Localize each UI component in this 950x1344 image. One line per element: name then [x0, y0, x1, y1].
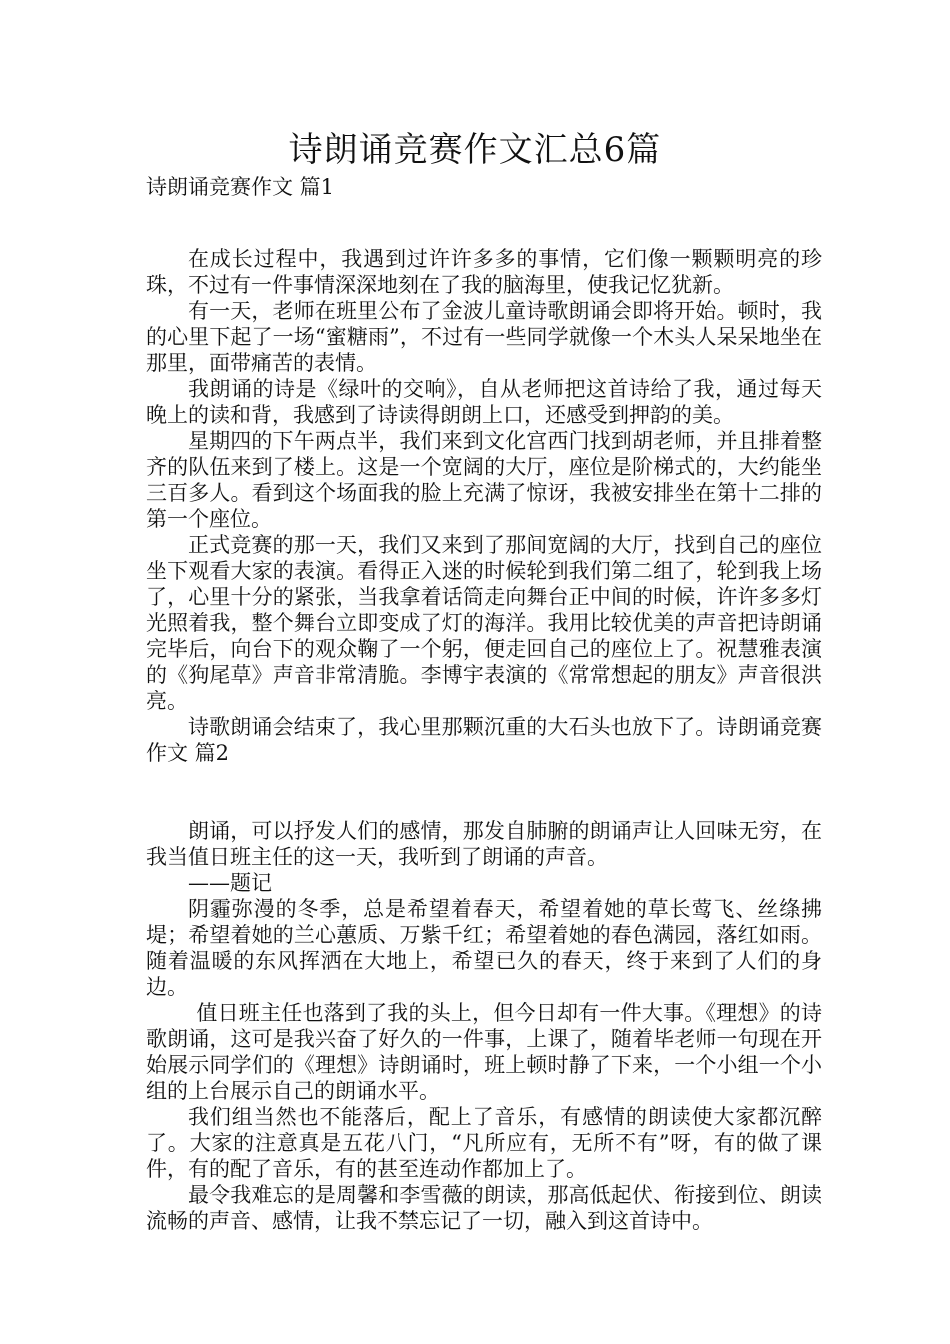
paragraph: 值日班主任也落到了我的头上，但今日却有一件大事。《理想》的诗歌朗诵，这可是我兴奋了好久的一件事，上课了，随着毕老师一句现在开始展示同学们的《理想》诗朗诵时，班上顿时静了下来，一个小组一个小组的上台展示自己的朗诵水平。: [146, 1001, 822, 1103]
paragraph: 我们组当然也不能落后，配上了音乐，有感情的朗读使大家都沉醉了。大家的注意真是五花八门，“凡所应有，无所不有”呀，有的做了课件，有的配了音乐，有的甚至连动作都加上了。: [146, 1105, 822, 1181]
paragraph: 阴霾弥漫的冬季，总是希望着春天，希望着她的草长莺飞、丝绦拂堤；希望着她的兰心蕙质、万紫千红；希望着她的春色满园，落红如雨。随着温暖的东风挥洒在大地上，希望已久的春天，终于来到了人们的身边。: [146, 897, 822, 999]
epigraph-label: ——题记: [188, 871, 272, 895]
paragraph: 有一天，老师在班里公布了金波儿童诗歌朗诵会即将开始。顿时，我的心里下起了一场“蜜糖雨”，不过有一些同学就像一个木头人呆呆地坐在那里，面带痛苦的表情。: [146, 299, 822, 375]
document-title: 诗朗诵竞赛作文汇总6篇: [288, 130, 662, 170]
section2-body: [146, 818, 822, 1234]
paragraph: 在成长过程中，我遇到过许许多多的事情，它们像一颗颗明亮的珍珠，不过有一件事情深深地刻在了我的脑海里，使我记忆犹新。: [146, 247, 822, 297]
paragraph: 最令我难忘的是周馨和李雪薇的朗读，那高低起伏、衔接到位、朗读流畅的声音、感情，让我不禁忘记了一切，融入到这首诗中。: [146, 1183, 822, 1233]
paragraph: 我朗诵的诗是《绿叶的交响》，自从老师把这首诗给了我，通过每天晚上的读和背，我感到了诗读得朗朗上口，还感受到押韵的美。: [146, 377, 822, 427]
paragraph: 朗诵，可以抒发人们的感情，那发自肺腑的朗诵声让人回味无穷，在我当值日班主任的这一天，我听到了朗诵的声音。: [146, 819, 822, 869]
section-heading: 诗朗诵竞赛作文 篇1: [146, 175, 335, 199]
paragraph: 星期四的下午两点半，我们来到文化宫西门找到胡老师，并且排着整齐的队伍来到了楼上。这是一个宽阔的大厅，座位是阶梯式的，大约能坐三百多人。看到这个场面我的脸上充满了惊讶，我被安排坐在第十二排的第一个座位。: [146, 429, 822, 531]
paragraph: 诗歌朗诵会结束了，我心里那颗沉重的大石头也放下了。诗朗诵竞赛作文 篇2: [146, 715, 822, 765]
paragraph: 正式竞赛的那一天，我们又来到了那间宽阔的大厅，找到自己的座位坐下观看大家的表演。看得正入迷的时候轮到我们第二组了，轮到我上场了，心里十分的紧张，当我拿着话筒走向舞台正中间的时候，许许多多灯光照着我，整个舞台立即变成了灯的海洋。我用比较优美的声音把诗朗诵完毕后，向台下的观众鞠了一个躬，便走回自己的座位上了。祝慧雅表演的《狗尾草》声音非常清脆。李博宇表演的《常常想起的朋友》声音很洪亮。: [146, 533, 822, 713]
section1-body: [146, 246, 822, 766]
